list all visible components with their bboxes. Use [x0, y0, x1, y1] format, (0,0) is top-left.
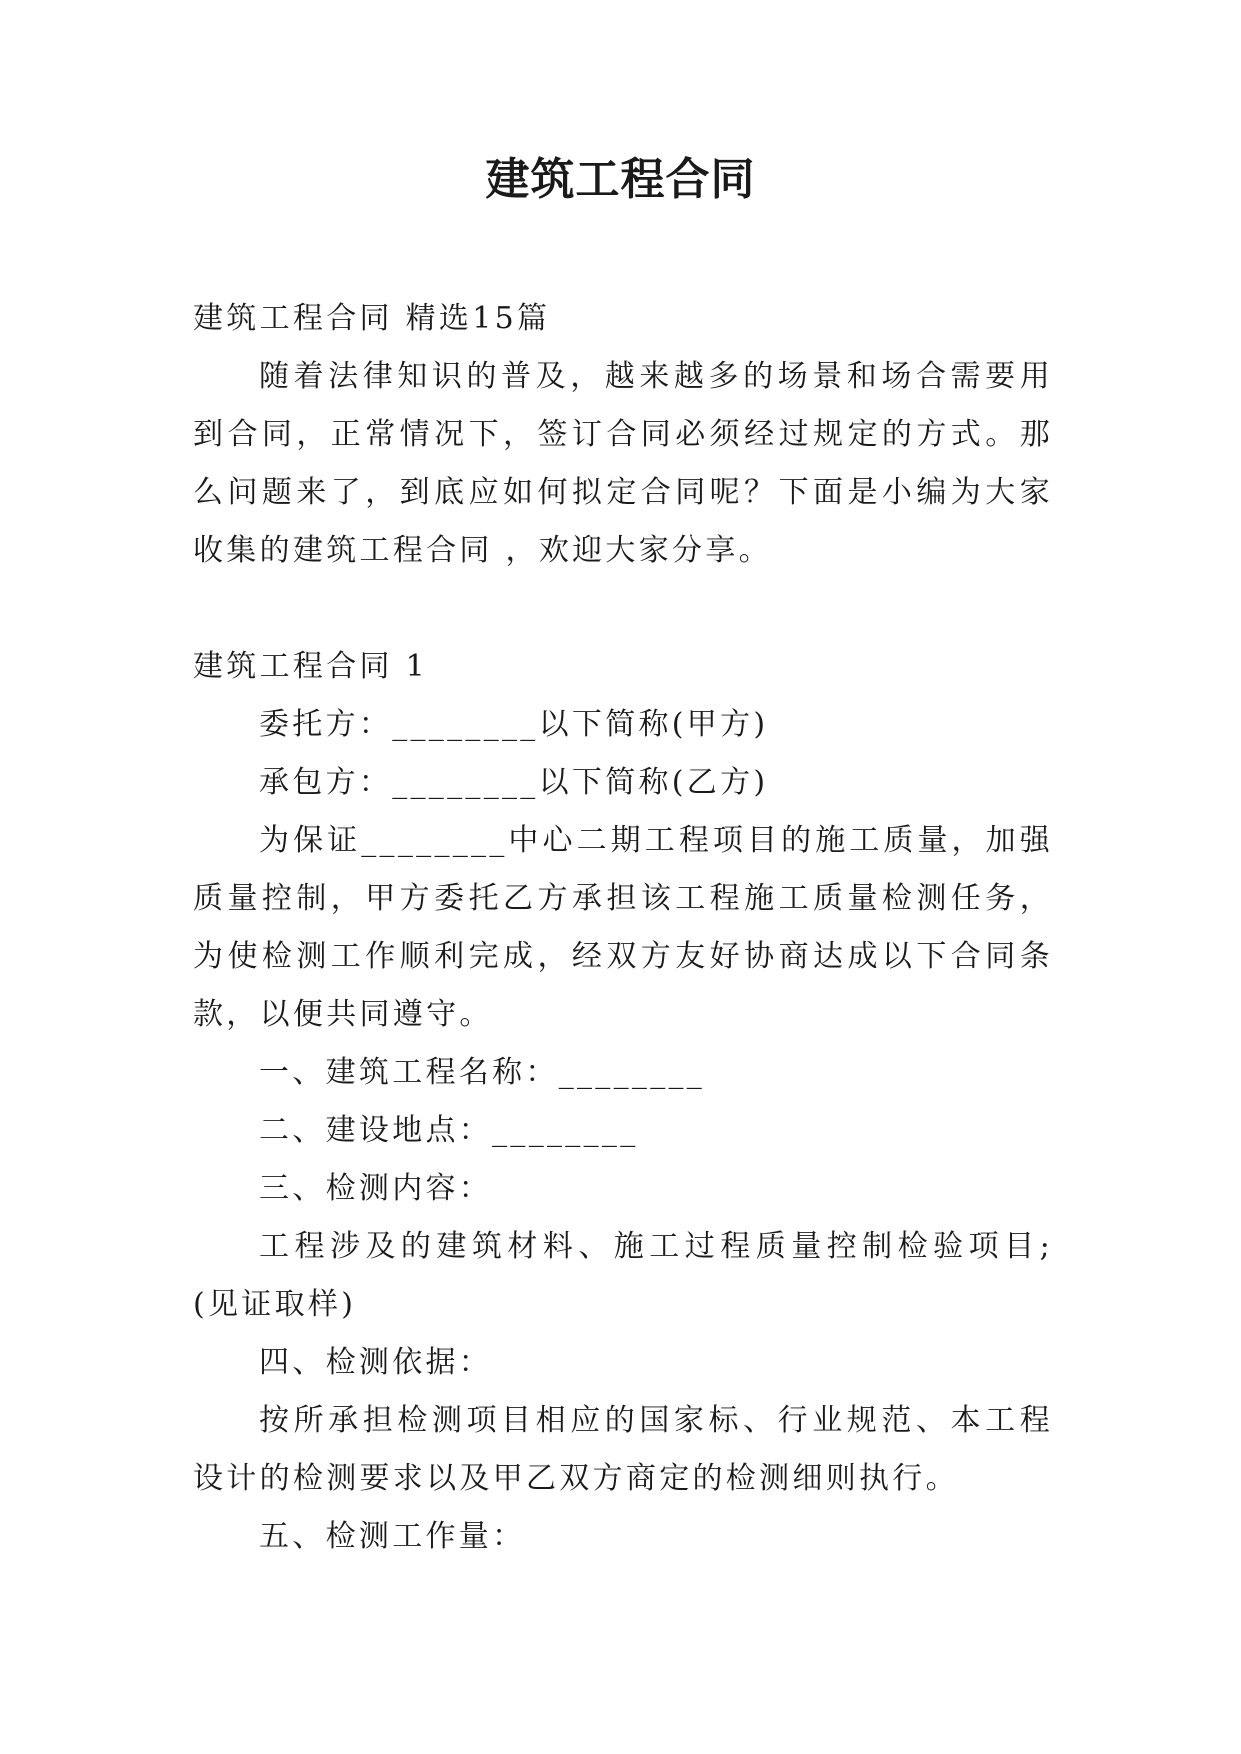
section-heading: 建筑工程合同 1	[193, 649, 429, 684]
subtitle-line: 建筑工程合同 精选15篇	[193, 301, 551, 336]
clause-site: 二、建设地点：________	[259, 1113, 639, 1148]
purpose-paragraph: 为保证________中心二期工程项目的施工质量，加强质量控制，甲方委托乙方承担该工程施工质量检测任务，为使检测工作顺利完成，经双方友好协商达成以下合同条款，以便共同遵守。	[193, 823, 1053, 1032]
inspection-content-paragraph: 工程涉及的建筑材料、施工过程质量控制检验项目;(见证取样)	[193, 1229, 1053, 1322]
client-party-line: 委托方：________以下简称(甲方)	[259, 707, 769, 742]
clause-inspection-basis: 四、检测依据：	[259, 1345, 493, 1380]
inspection-basis-paragraph: 按所承担检测项目相应的国家标、行业规范、本工程设计的检测要求以及甲乙双方商定的检测细则执行。	[193, 1403, 1053, 1496]
intro-paragraph: 随着法律知识的普及，越来越多的场景和场合需要用到合同，正常情况下，签订合同必须经过规定的方式。那么问题来了，到底应如何拟定合同呢？下面是小编为大家收集的建筑工程合同 ，欢迎大家分享。	[193, 359, 1053, 568]
clause-workload: 五、检测工作量：	[259, 1519, 526, 1554]
document-title: 建筑工程合同	[485, 154, 756, 205]
document-body	[193, 290, 1053, 1566]
clause-inspection-content: 三、检测内容：	[259, 1171, 493, 1206]
clause-project-name: 一、建筑工程名称：________	[259, 1055, 706, 1090]
contractor-party-line: 承包方：________以下简称(乙方)	[259, 765, 769, 800]
paragraph-gap	[193, 580, 1053, 638]
